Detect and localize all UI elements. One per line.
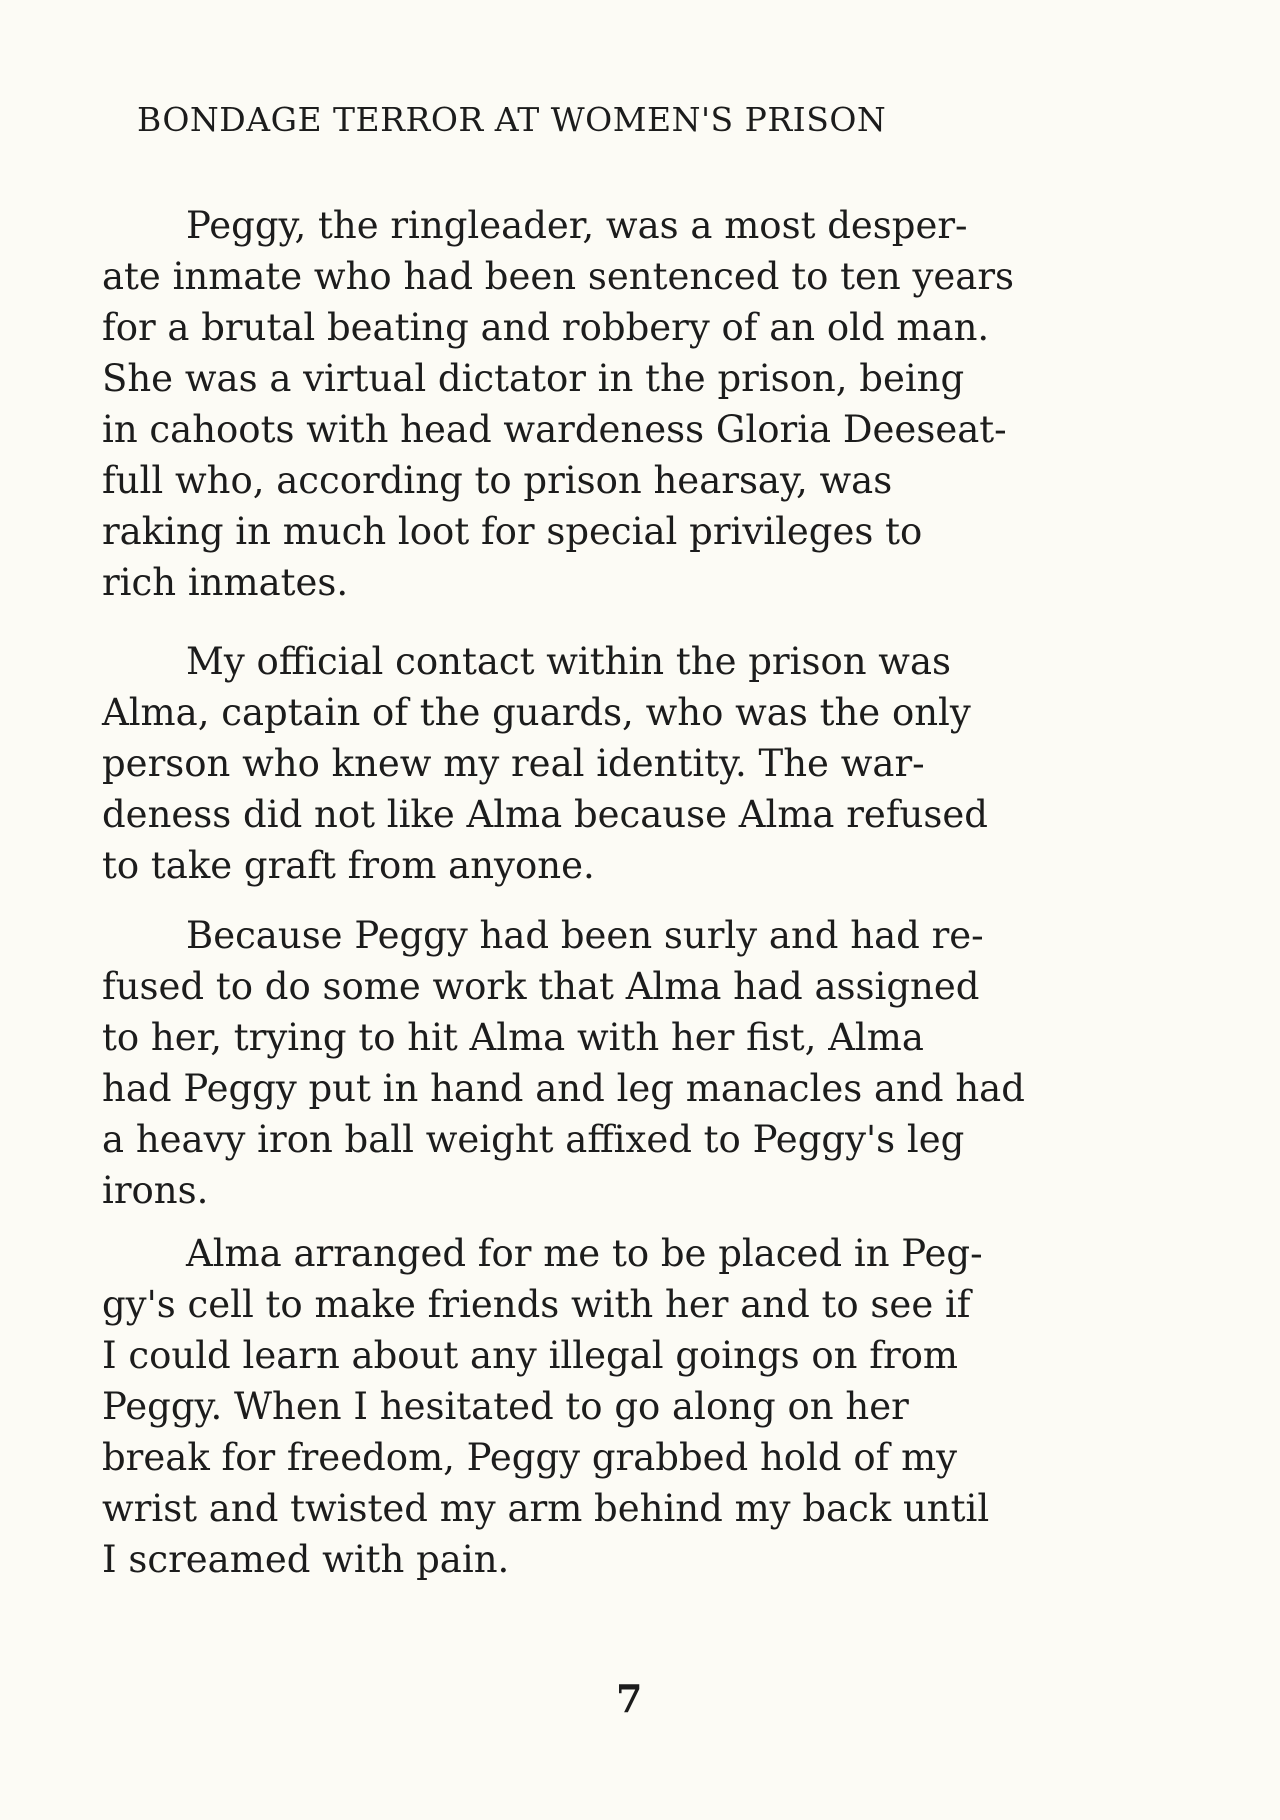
- text-line: raking in much loot for special privileges to: [102, 510, 923, 553]
- text-line: wrist and twisted my arm behind my back until: [102, 1487, 990, 1530]
- text-line: My official contact within the prison was: [186, 640, 952, 683]
- text-line: She was a virtual dictator in the prison, being: [102, 357, 965, 400]
- text-line: deness did not like Alma because Alma refused: [102, 793, 988, 836]
- text-line: fused to do some work that Alma had assigned: [102, 965, 980, 1008]
- text-line: gy's cell to make friends with her and to see if: [102, 1283, 971, 1326]
- running-header-title: BONDAGE TERROR AT WOMEN'S PRISON: [137, 100, 887, 139]
- text-line: ate inmate who had been sentenced to ten years: [102, 255, 1015, 298]
- paragraph-4: [102, 1228, 989, 1585]
- text-line: person who knew my real identity. The war-: [102, 742, 925, 785]
- paragraph-2: [102, 636, 988, 891]
- text-line: Because Peggy had been surly and had re-: [186, 914, 984, 957]
- text-line: Peggy, the ringleader, was a most desper-: [186, 204, 968, 247]
- text-line: to take graft from anyone.: [102, 844, 595, 887]
- text-line: had Peggy put in hand and leg manacles and had: [102, 1067, 1025, 1110]
- page-number: 7: [616, 1676, 643, 1721]
- text-line: in cahoots with head wardeness Gloria Deeseat-: [102, 408, 1007, 451]
- text-line: irons.: [102, 1169, 209, 1212]
- text-line: full who, according to prison hearsay, was: [102, 459, 893, 502]
- text-line: Alma, captain of the guards, who was the only: [102, 691, 971, 734]
- text-line: break for freedom, Peggy grabbed hold of my: [102, 1436, 958, 1479]
- text-line: rich inmates.: [102, 561, 349, 604]
- text-line: I screamed with pain.: [102, 1538, 510, 1581]
- paragraph-1: [102, 200, 1014, 608]
- text-line: Alma arranged for me to be placed in Peg-: [186, 1232, 983, 1275]
- text-line: a heavy iron ball weight affixed to Peggy's leg: [102, 1118, 965, 1161]
- text-line: to her, trying to hit Alma with her fist, Alma: [102, 1016, 924, 1059]
- paragraph-3: [102, 910, 1025, 1216]
- text-line: I could learn about any illegal goings on from: [102, 1334, 958, 1377]
- text-line: for a brutal beating and robbery of an old man.: [102, 306, 990, 349]
- text-line: Peggy. When I hesitated to go along on her: [102, 1385, 909, 1428]
